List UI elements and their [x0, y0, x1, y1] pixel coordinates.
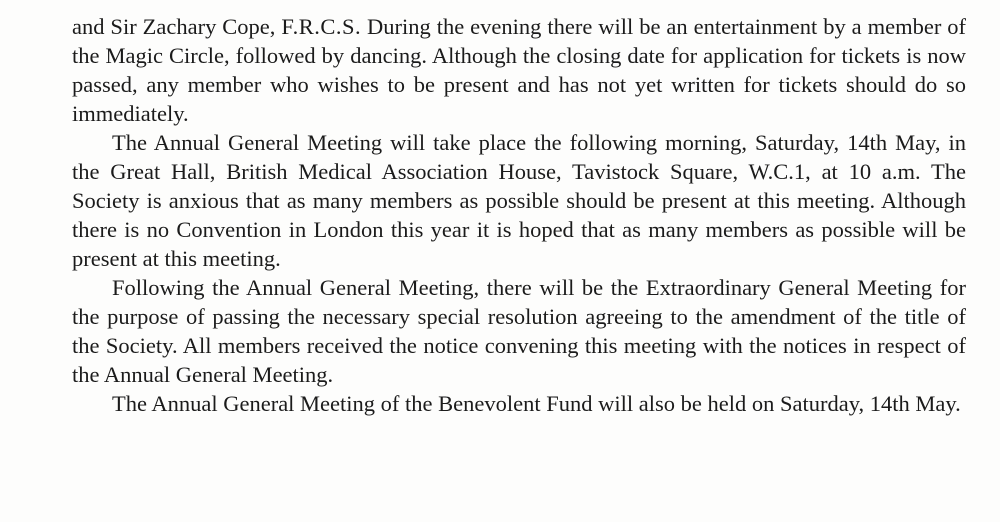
paragraph-4: The Annual General Meeting of the Benevolent Fund will also be held on Saturday, 14th May. [112, 391, 961, 416]
document-body [72, 12, 966, 418]
paragraph-3: Following the Annual General Meeting, there will be the Extraordinary General Meeting for the purpose of passing the necessary special resolution agreeing to the amendment of the title of the Society. All members received the notice convening this meeting with the notices in respect of the Annual General Meeting. [72, 275, 966, 387]
paragraph-1 [72, 12, 966, 128]
paragraph-2: The Annual General Meeting will take place the following morning, Saturday, 14th May, in the Great Hall, British Medical Association House, Tavistock Square, W.C.1, at 10 a.m. The Society is anxious that as many members as possible should be present at this meeting. Although there is no Convention in London this year it is hoped that as many members as possible will be present at this meeting. [72, 130, 966, 271]
paragraph-1-text-after: During the evening there will be an entertainment by a member of the Magic Circle, followed by dancing. Although the closing date for application for tickets is now passed, any member who wishes to be present and has not yet written for tickets should do so immediately. [72, 14, 967, 126]
paragraph-1-smallcaps: F.R.C.S. [281, 14, 362, 39]
paragraph-1-text-before: and Sir Zachary Cope, [72, 14, 282, 39]
